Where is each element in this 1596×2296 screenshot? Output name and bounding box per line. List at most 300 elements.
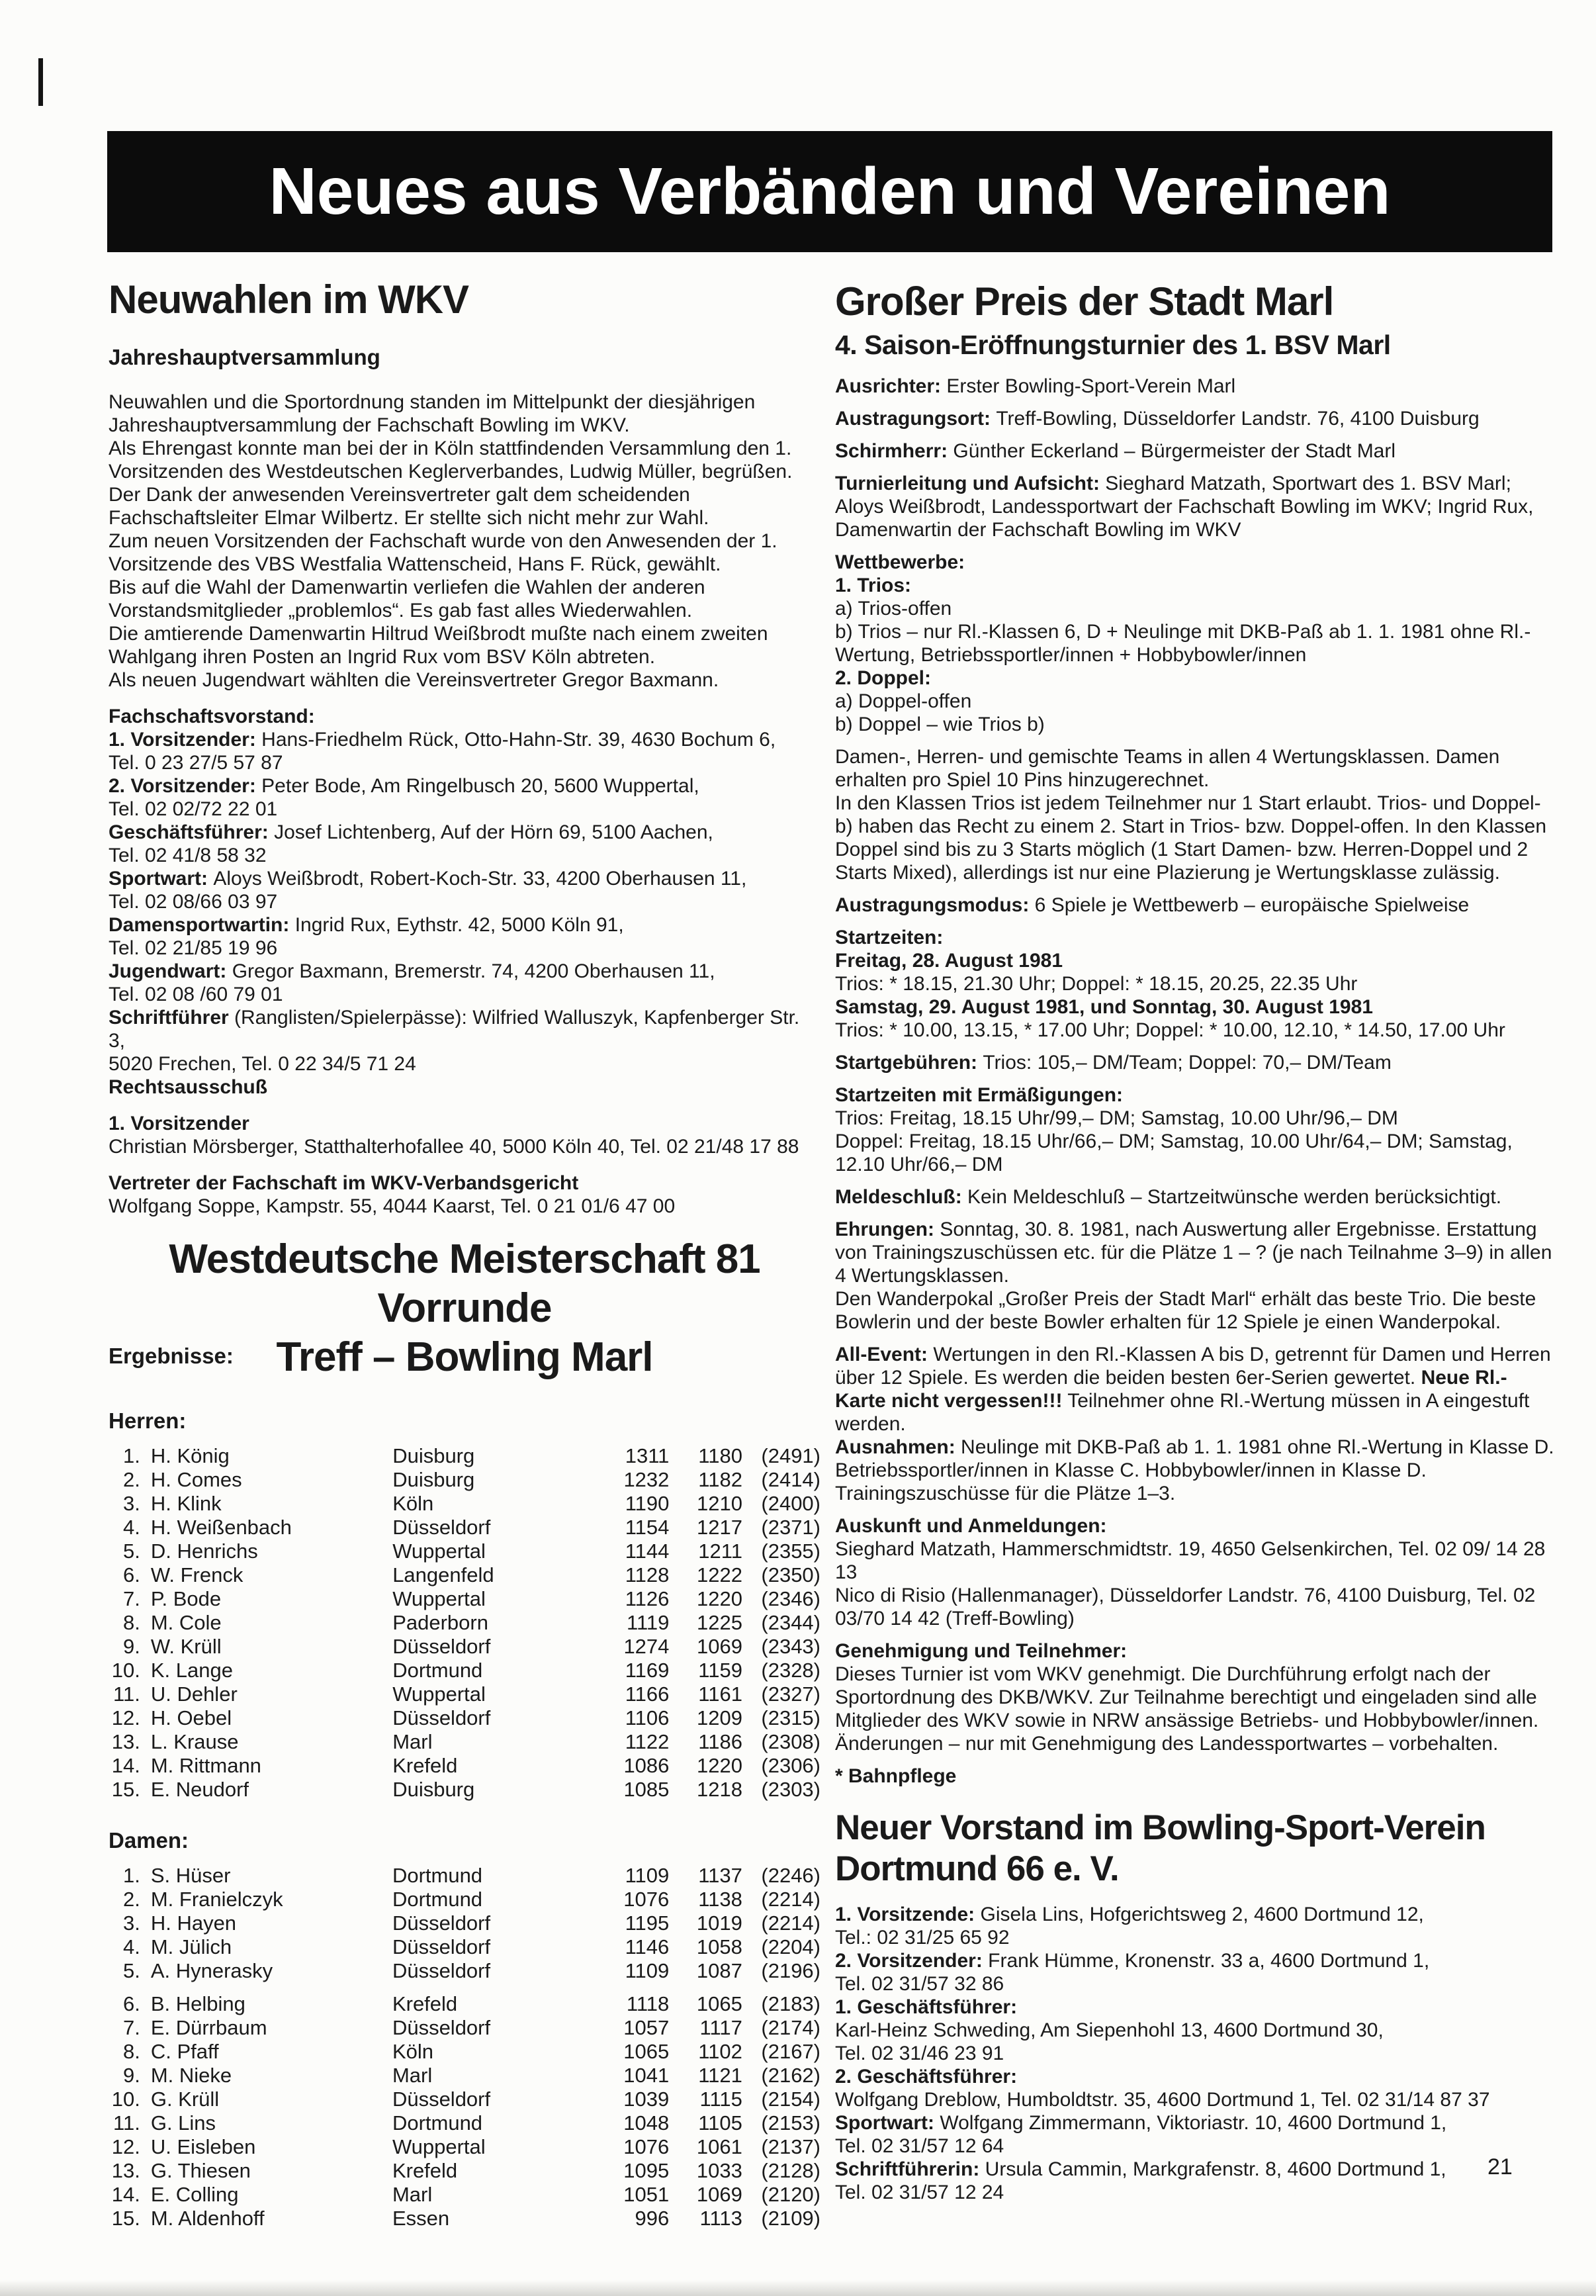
paragraph-text: a) Doppel-offen [835, 690, 972, 712]
paragraph-label: Startzeiten: [835, 927, 944, 948]
paragraph-label: Ausrichter: [835, 375, 947, 397]
paragraph-text: Gregor Baxmann, Bremerstr. 74, 4200 Oberhausen 11, [232, 960, 715, 982]
game2-cell: 1220 [696, 1587, 742, 1610]
name-cell: B. Helbing [150, 1992, 245, 2015]
total-cell: (2174) [761, 2016, 820, 2039]
game1-cell: 1144 [625, 1539, 670, 1563]
paragraph [109, 751, 820, 774]
paragraph-label: 1. Vorsitzender [109, 1113, 249, 1134]
paragraph [109, 1171, 820, 1195]
game2-cell: 1121 [698, 2064, 742, 2087]
left-column [109, 278, 820, 2230]
total-cell: (2315) [761, 1706, 820, 1729]
game2-cell: 1209 [696, 1706, 742, 1729]
paragraph [835, 2135, 1556, 2158]
city-cell: Krefeld [392, 1754, 458, 1777]
name-cell: E. Dürrbaum [150, 2016, 267, 2039]
paragraph [835, 1926, 1556, 1949]
paragraph [835, 792, 1556, 884]
paragraph [835, 894, 1556, 917]
paragraph [835, 574, 1556, 597]
paragraph-text: Trios: * 10.00, 13.15, * 17.00 Uhr; Doppel: * 10.00, 12.10, * 14.50, 17.00 Uhr [835, 1019, 1505, 1041]
paragraph-text: Karl-Heinz Schweding, Am Siepenhohl 13, 4600 Dortmund 30, [835, 2019, 1384, 2041]
city-cell: Düsseldorf [392, 1516, 491, 1539]
paragraph-text: Tel. 02 31/57 12 64 [835, 2135, 1004, 2157]
paragraph [835, 1538, 1556, 1584]
paragraph-text: b) Doppel – wie Trios b) [835, 713, 1045, 735]
paragraph-text: Tel. 02 41/8 58 32 [109, 845, 267, 866]
name-cell: H. Klink [150, 1492, 222, 1515]
name-cell: G. Lins [150, 2111, 216, 2135]
paragraph-label: Ehrungen: [835, 1218, 940, 1240]
city-cell: Dortmund [392, 1659, 483, 1682]
paragraph-text: Tel. 0 23 27/5 57 87 [109, 752, 283, 774]
rank-cell: 10. [111, 2088, 140, 2111]
paragraph-label: Austragungsmodus: [835, 894, 1035, 916]
table-row [109, 1492, 820, 1516]
rank-cell: 12. [111, 1706, 140, 1729]
game2-cell: 1220 [696, 1754, 742, 1777]
paragraph [109, 913, 820, 937]
game1-cell: 1232 [623, 1468, 670, 1491]
paragraph-label: Startzeiten mit Ermäßigungen: [835, 1084, 1124, 1106]
rank-cell: 11. [113, 2111, 140, 2135]
game2-cell: 1058 [696, 1935, 742, 1958]
city-cell: Wuppertal [392, 2135, 486, 2158]
total-cell: (2303) [761, 1778, 820, 1801]
name-cell: H. König [150, 1444, 230, 1467]
paragraph [109, 983, 820, 1006]
city-cell: Marl [392, 2183, 433, 2206]
paragraph [109, 705, 820, 728]
name-cell: W. Krüll [150, 1635, 222, 1658]
rank-cell: 12. [111, 2135, 140, 2158]
game2-cell: 1211 [698, 1539, 742, 1563]
total-cell: (2246) [761, 1864, 820, 1887]
paragraph-text: In den Klassen Trios ist jedem Teilnehmer nur 1 Start erlaubt. Trios- und Doppel-b) haben das Recht zu einem 2. Start in Trios- bzw. Doppel-offen. In den Klassen Doppel sind bis zu 3 Starts möglich (1 Start Damen- bzw. Herren-Doppel und 2 Starts Mixed), allerdings ist nur eine Plazierung je Wertungsklasse zulässig. [835, 792, 1547, 884]
scan-edge-artifact [38, 58, 43, 106]
paragraph-text: Christian Mörsberger, Statthalterhofallee 40, 5000 Köln 40, Tel. 02 21/48 17 88 [109, 1136, 799, 1158]
game2-cell: 1113 [699, 2207, 742, 2230]
paragraph-text: Ingrid Rux, Eythstr. 42, 5000 Köln 91, [294, 914, 624, 936]
paragraph-text: Tel.: 02 31/25 65 92 [835, 1927, 1010, 1949]
paragraph-text: Zum neuen Vorsitzenden der Fachschaft wurde von den Anwesenden der 1. Vorsitzende des VBS Westfalia Wattenscheid, Hans F. Rück, gewählt. [109, 530, 777, 575]
table-row [109, 2064, 820, 2088]
name-cell: D. Henrichs [150, 1539, 258, 1563]
city-cell: Duisburg [392, 1468, 475, 1491]
paragraph [109, 728, 820, 751]
paragraph-text: Frank Hümme, Kronenstr. 33 a, 4600 Dortmund 1, [988, 1950, 1430, 1972]
rank-cell: 10. [111, 1659, 140, 1682]
paragraph-label: Vertreter der Fachschaft im WKV-Verbandsgericht [109, 1172, 579, 1194]
paragraph [835, 1436, 1556, 1482]
city-cell: Düsseldorf [392, 1706, 491, 1729]
game2-cell: 1217 [696, 1516, 742, 1539]
paragraph-label: Ausnahmen: [835, 1436, 961, 1458]
game1-cell: 1106 [625, 1706, 670, 1729]
total-cell: (2137) [761, 2135, 820, 2158]
paragraph-text: Sieghard Matzath, Hammerschmidtstr. 19, 4650 Gelsenkirchen, Tel. 02 09/ 14 28 13 [835, 1538, 1546, 1583]
paragraph [835, 1765, 1556, 1788]
rank-cell: 5. [122, 1539, 140, 1563]
paragraph [835, 745, 1556, 792]
paragraph-text: Dieses Turnier ist vom WKV genehmigt. Die Durchführung erfolgt nach der Sportordnung des DKB/WKV. Zur Teilnahme berechtigt und eingeladen sind alle Mitglieder des WKV sowie in NRW ansässige Betriebs- und Hobbybowler/innen. Änderungen – nur mit Genehmigung des Landessportwartes – vorbehalten. [835, 1663, 1539, 1755]
game1-cell: 1041 [623, 2064, 670, 2087]
table-row [109, 1864, 820, 1888]
section-banner [107, 131, 1552, 252]
game2-cell: 1218 [696, 1778, 742, 1801]
rank-cell: 3. [122, 1911, 140, 1935]
table-row [109, 2016, 820, 2040]
paragraph-label: * Bahnpflege [835, 1765, 957, 1787]
game1-cell: 1146 [625, 1935, 670, 1958]
city-cell: Wuppertal [392, 1587, 486, 1610]
paragraph [109, 937, 820, 960]
paragraph-text: Der Dank der anwesenden Vereinsvertreter galt dem scheidenden Fachschaftsleiter Elmar Wilbertz. Er stellte sich nicht mehr zur Wahl. [109, 484, 709, 529]
name-cell: H. Hayen [150, 1911, 237, 1935]
table-row [109, 2183, 820, 2207]
total-cell: (2350) [761, 1563, 820, 1586]
paragraph [835, 2111, 1556, 2135]
paragraph [109, 529, 820, 576]
table-row [109, 1911, 820, 1935]
name-cell: P. Bode [150, 1587, 222, 1610]
paragraph [835, 926, 1556, 949]
table-row [109, 1563, 820, 1587]
paragraph-text: Trios: 105,– DM/Team; Doppel: 70,– DM/Team [983, 1052, 1392, 1074]
damen-label: Damen: [109, 1828, 189, 1853]
city-cell: Düsseldorf [392, 2016, 491, 2039]
paragraph-text: Trios: Freitag, 18.15 Uhr/99,– DM; Samstag, 10.00 Uhr/96,– DM [835, 1107, 1398, 1129]
paragraph [109, 1076, 820, 1099]
paragraph-text: Nico di Risio (Hallenmanager), Düsseldorfer Landstr. 76, 4100 Duisburg, Tel. 02 03/70 14 42 (Treff-Bowling) [835, 1584, 1536, 1630]
herren-label: Herren: [109, 1408, 187, 1433]
total-cell: (2346) [761, 1587, 820, 1610]
paragraph [109, 1112, 820, 1135]
game1-cell: 1169 [625, 1659, 670, 1682]
name-cell: L. Krause [150, 1730, 239, 1753]
name-cell: M. Nieke [150, 2064, 232, 2087]
name-cell: H. Weißenbach [150, 1516, 292, 1539]
paragraph [835, 1019, 1556, 1042]
paragraph [109, 774, 820, 798]
paragraph [835, 2088, 1556, 2111]
table-row [109, 1983, 820, 2016]
game1-cell: 996 [635, 2207, 670, 2230]
paragraph [109, 576, 820, 622]
paragraph [835, 1514, 1556, 1538]
paragraph-label: Fachschaftsvorstand: [109, 706, 315, 727]
paragraph [109, 483, 820, 529]
total-cell: (2196) [761, 1959, 820, 1982]
paragraph-label: 2. Vorsitzender: [109, 775, 262, 797]
city-cell: Düsseldorf [392, 1635, 491, 1658]
paragraph [109, 867, 820, 890]
paragraph-text: Als neuen Jugendwart wählten die Vereinsvertreter Gregor Baxmann. [109, 669, 719, 691]
name-cell: M. Rittmann [150, 1754, 261, 1777]
rank-cell: 3. [122, 1492, 140, 1515]
game1-cell: 1118 [626, 1992, 670, 2015]
city-cell: Dortmund [392, 1888, 483, 1911]
name-cell: H. Oebel [150, 1706, 232, 1729]
game1-cell: 1065 [623, 2040, 670, 2063]
paragraph-label: Auskunft und Anmeldungen: [835, 1515, 1107, 1537]
paragraph-label: 2. Geschäftsführer: [835, 2066, 1018, 2088]
city-cell: Düsseldorf [392, 1911, 491, 1935]
game1-cell: 1076 [623, 1888, 670, 1911]
paragraph-label: 1. Vorsitzender: [109, 729, 262, 751]
results-heading [109, 1235, 820, 1382]
total-cell: (2120) [761, 2183, 820, 2206]
paragraph [109, 960, 820, 983]
city-cell: Marl [392, 2064, 433, 2087]
paragraph-text: Sonntag, 30. 8. 1981, nach Auswertung aller Ergebnisse. Erstattung von Trainingszuschüssen etc. für die Plätze 1 – ? (je nach Teilnahme 3–9) in allen 4 Wertungsklassen. [835, 1218, 1552, 1287]
paragraph [109, 437, 820, 483]
paragraph-text: Erster Bowling-Sport-Verein Marl [946, 375, 1236, 397]
paragraph [835, 551, 1556, 574]
city-cell: Dortmund [392, 1864, 483, 1887]
game2-cell: 1225 [696, 1611, 742, 1634]
game2-cell: 1065 [696, 1992, 742, 2015]
all-event-paragraph [835, 1343, 1556, 1436]
game1-cell: 1086 [623, 1754, 670, 1777]
right-column [835, 281, 1556, 2204]
paragraph [835, 1482, 1556, 1505]
paragraph [835, 1949, 1556, 1972]
game1-cell: 1195 [625, 1911, 670, 1935]
paragraph-text: Treff-Bowling, Düsseldorfer Landstr. 76, 4100 Duisburg [996, 408, 1480, 430]
name-cell: U. Dehler [150, 1682, 238, 1706]
paragraph [835, 1107, 1556, 1130]
paragraph [835, 1130, 1556, 1176]
table-row [109, 1888, 820, 1911]
table-row [109, 1468, 820, 1492]
paragraph [835, 713, 1556, 736]
paragraph-text: Tel. 02 21/85 19 96 [109, 937, 278, 959]
game2-cell: 1069 [696, 1635, 742, 1658]
game1-cell: 1085 [623, 1778, 670, 1801]
paragraph [835, 1218, 1556, 1287]
city-cell: Köln [392, 2040, 433, 2063]
banner-title: Neues aus Verbänden und Vereinen [269, 154, 1391, 228]
city-cell: Krefeld [392, 2159, 458, 2182]
paragraph-text: Tel. 02 08/66 03 97 [109, 891, 278, 913]
results-heading-line3: Treff – Bowling Marl [276, 1334, 653, 1380]
game1-cell: 1154 [625, 1516, 670, 1539]
results-heading-line2: Vorrunde [377, 1285, 552, 1331]
paragraph-label: Schriftführerin: [835, 2158, 985, 2180]
rank-cell: 13. [111, 1730, 140, 1753]
total-cell: (2343) [761, 1635, 820, 1658]
paragraph-text: (Ranglisten/Spielerpässe): Wilfried Walluszyk, Kapfenberger Str. 3, [109, 1007, 800, 1052]
game2-cell: 1117 [699, 2016, 742, 2039]
paragraph [109, 890, 820, 913]
herren-results-table [109, 1444, 820, 1802]
paragraph-text: Hans-Friedhelm Rück, Otto-Hahn-Str. 39, 4630 Bochum 6, [261, 729, 776, 751]
game1-cell: 1190 [625, 1492, 670, 1515]
table-row [109, 1611, 820, 1635]
paragraph [835, 690, 1556, 713]
name-cell: M. Cole [150, 1611, 222, 1634]
game2-cell: 1019 [696, 1911, 742, 1935]
game1-cell: 1274 [623, 1635, 670, 1658]
name-cell: U. Eisleben [150, 2135, 256, 2158]
game2-cell: 1137 [698, 1864, 742, 1887]
rank-cell: 9. [122, 1635, 140, 1658]
article-body-grosser-preis-1 [835, 375, 1556, 1334]
city-cell: Duisburg [392, 1778, 475, 1801]
total-cell: (2355) [761, 1539, 820, 1563]
article-title-neuwahlen: Neuwahlen im WKV [109, 277, 469, 322]
table-row [109, 1706, 820, 1730]
article-body-grosser-preis-2 [835, 1436, 1556, 1788]
paragraph [835, 1972, 1556, 1996]
city-cell: Köln [392, 1492, 434, 1515]
game1-cell: 1109 [625, 1864, 670, 1887]
paragraph-text: Tel. 02 31/46 23 91 [835, 2043, 1004, 2064]
table-row [109, 2159, 820, 2183]
paragraph-label: Sportwart: [109, 868, 214, 890]
paragraph [109, 821, 820, 844]
total-cell: (2214) [761, 1888, 820, 1911]
paragraph-label: Damensportwartin: [109, 914, 295, 936]
paragraph-text: a) Trios-offen [835, 598, 952, 620]
total-cell: (2344) [761, 1611, 820, 1634]
total-cell: (2128) [761, 2159, 820, 2182]
table-row [109, 1730, 820, 1754]
game2-cell: 1069 [696, 2183, 742, 2206]
city-cell: Düsseldorf [392, 1935, 491, 1958]
game1-cell: 1076 [623, 2135, 670, 2158]
paragraph-text: Bis auf die Wahl der Damenwartin verliefen die Wahlen der anderen Vorstandsmitglieder „problemlos“. Es gab fast alles Wiederwahlen. [109, 576, 705, 621]
ergebnisse-label: Ergebnisse: [109, 1344, 234, 1368]
total-cell: (2414) [761, 1468, 820, 1491]
rank-cell: 14. [111, 1754, 140, 1777]
game2-cell: 1222 [696, 1563, 742, 1586]
total-cell: (2183) [761, 1992, 820, 2015]
game1-cell: 1051 [623, 2183, 670, 2206]
table-row [109, 1587, 820, 1611]
paragraph-bold-text: Neue Rl.-Karte nicht vergessen!!! [835, 1367, 1507, 1412]
paragraph [835, 407, 1556, 430]
paragraph [109, 668, 820, 692]
paragraph-text: Neuwahlen und die Sportordnung standen im Mittelpunkt der diesjährigen Jahreshauptversammlung der Fachschaft Bowling im WKV. [109, 391, 756, 436]
name-cell: C. Pfaff [150, 2040, 219, 2063]
table-row [109, 2207, 820, 2230]
total-cell: (2308) [761, 1730, 820, 1753]
name-cell: A. Hynerasky [150, 1959, 273, 1982]
paragraph-label: Schirmherr: [835, 440, 953, 462]
game2-cell: 1182 [698, 1468, 742, 1491]
game2-cell: 1061 [696, 2135, 742, 2158]
paragraph [835, 1185, 1556, 1209]
paragraph [109, 1006, 820, 1052]
paragraph [835, 1996, 1556, 2019]
paragraph [835, 1051, 1556, 1074]
table-row [109, 1682, 820, 1706]
game1-cell: 1119 [627, 1611, 670, 1634]
damen-results-table [109, 1864, 820, 2230]
rank-cell: 1. [122, 1864, 140, 1887]
paragraph [835, 972, 1556, 995]
paragraph-label: 1. Geschäftsführer: [835, 1996, 1018, 2018]
name-cell: M. Jülich [150, 1935, 232, 1958]
paragraph [835, 2158, 1556, 2181]
city-cell: Dortmund [392, 2111, 483, 2135]
paragraph-label: Sportwart: [835, 2112, 940, 2134]
total-cell: (2109) [761, 2207, 820, 2230]
page-number: 21 [1487, 2154, 1513, 2180]
game1-cell: 1311 [625, 1444, 670, 1467]
game1-cell: 1095 [623, 2159, 670, 2182]
paragraph [835, 1287, 1556, 1334]
game2-cell: 1186 [698, 1730, 742, 1753]
rank-cell: 11. [113, 1682, 140, 1706]
paragraph-text: Tel. 02 08 /60 79 01 [109, 984, 283, 1005]
paragraph-label: Wettbewerbe: [835, 551, 965, 573]
rank-cell: 2. [122, 1468, 140, 1491]
table-row [109, 2088, 820, 2111]
table-row [109, 2111, 820, 2135]
paragraph-text: Wolfgang Dreblow, Humboldtstr. 35, 4600 Dortmund 1, Tel. 02 31/14 87 37 [835, 2089, 1490, 2111]
paragraph-text: Tel. 02 31/57 12 24 [835, 2181, 1004, 2203]
total-cell: (2154) [761, 2088, 820, 2111]
paragraph-text: Gisela Lins, Hofgerichtsweg 2, 4600 Dortmund 12, [980, 1904, 1424, 1925]
paragraph-text: Aloys Weißbrodt, Robert-Koch-Str. 33, 4200 Oberhausen 11, [213, 868, 747, 890]
rank-cell: 4. [122, 1935, 140, 1958]
total-cell: (2327) [761, 1682, 820, 1706]
rank-cell: 1. [122, 1444, 140, 1467]
paragraph-text: Tel. 02 02/72 22 01 [109, 798, 278, 820]
paragraph-text: Günther Eckerland – Bürgermeister der Stadt Marl [953, 440, 1396, 462]
game2-cell: 1180 [698, 1444, 742, 1467]
game1-cell: 1048 [623, 2111, 670, 2135]
game1-cell: 1126 [625, 1587, 670, 1610]
total-cell: (2167) [761, 2040, 820, 2063]
paragraph-label: Freitag, 28. August 1981 [835, 950, 1063, 972]
paragraph-label: Meldeschluß: [835, 1186, 968, 1208]
city-cell: Marl [392, 1730, 433, 1753]
game2-cell: 1105 [698, 2111, 742, 2135]
name-cell: G. Krüll [150, 2088, 220, 2111]
paragraph-label: Schriftführer [109, 1007, 235, 1029]
paragraph-label: 1. Trios: [835, 574, 912, 596]
total-cell: (2328) [761, 1659, 820, 1682]
city-cell: Krefeld [392, 1992, 458, 2015]
paragraph-text: Trios: * 18.15, 21.30 Uhr; Doppel: * 18.15, 20.25, 22.35 Uhr [835, 973, 1358, 995]
total-cell: (2153) [761, 2111, 820, 2135]
name-cell: W. Frenck [150, 1563, 244, 1586]
rank-cell: 4. [122, 1516, 140, 1539]
rank-cell: 5. [122, 1959, 140, 1982]
scan-bottom-artifact [0, 2280, 1596, 2296]
rank-cell: 2. [122, 1888, 140, 1911]
name-cell: M. Aldenhoff [150, 2207, 265, 2230]
paragraph [835, 597, 1556, 620]
article-body-neuer-vorstand [835, 1903, 1556, 2204]
paragraph-text: Ursula Cammin, Markgrafenstr. 8, 4600 Dortmund 1, [985, 2158, 1446, 2180]
name-cell: G. Thiesen [150, 2159, 251, 2182]
city-cell: Duisburg [392, 1444, 475, 1467]
city-cell: Essen [392, 2207, 450, 2230]
paragraph-label: Startgebühren: [835, 1052, 983, 1074]
table-row [109, 1444, 820, 1468]
article-title-grosser-preis: Großer Preis der Stadt Marl [835, 279, 1334, 324]
game2-cell: 1210 [696, 1492, 742, 1515]
name-cell: E. Colling [150, 2183, 239, 2206]
rank-cell: 6. [122, 1563, 140, 1586]
paragraph-text: 6 Spiele je Wettbewerb – europäische Spielweise [1034, 894, 1470, 916]
